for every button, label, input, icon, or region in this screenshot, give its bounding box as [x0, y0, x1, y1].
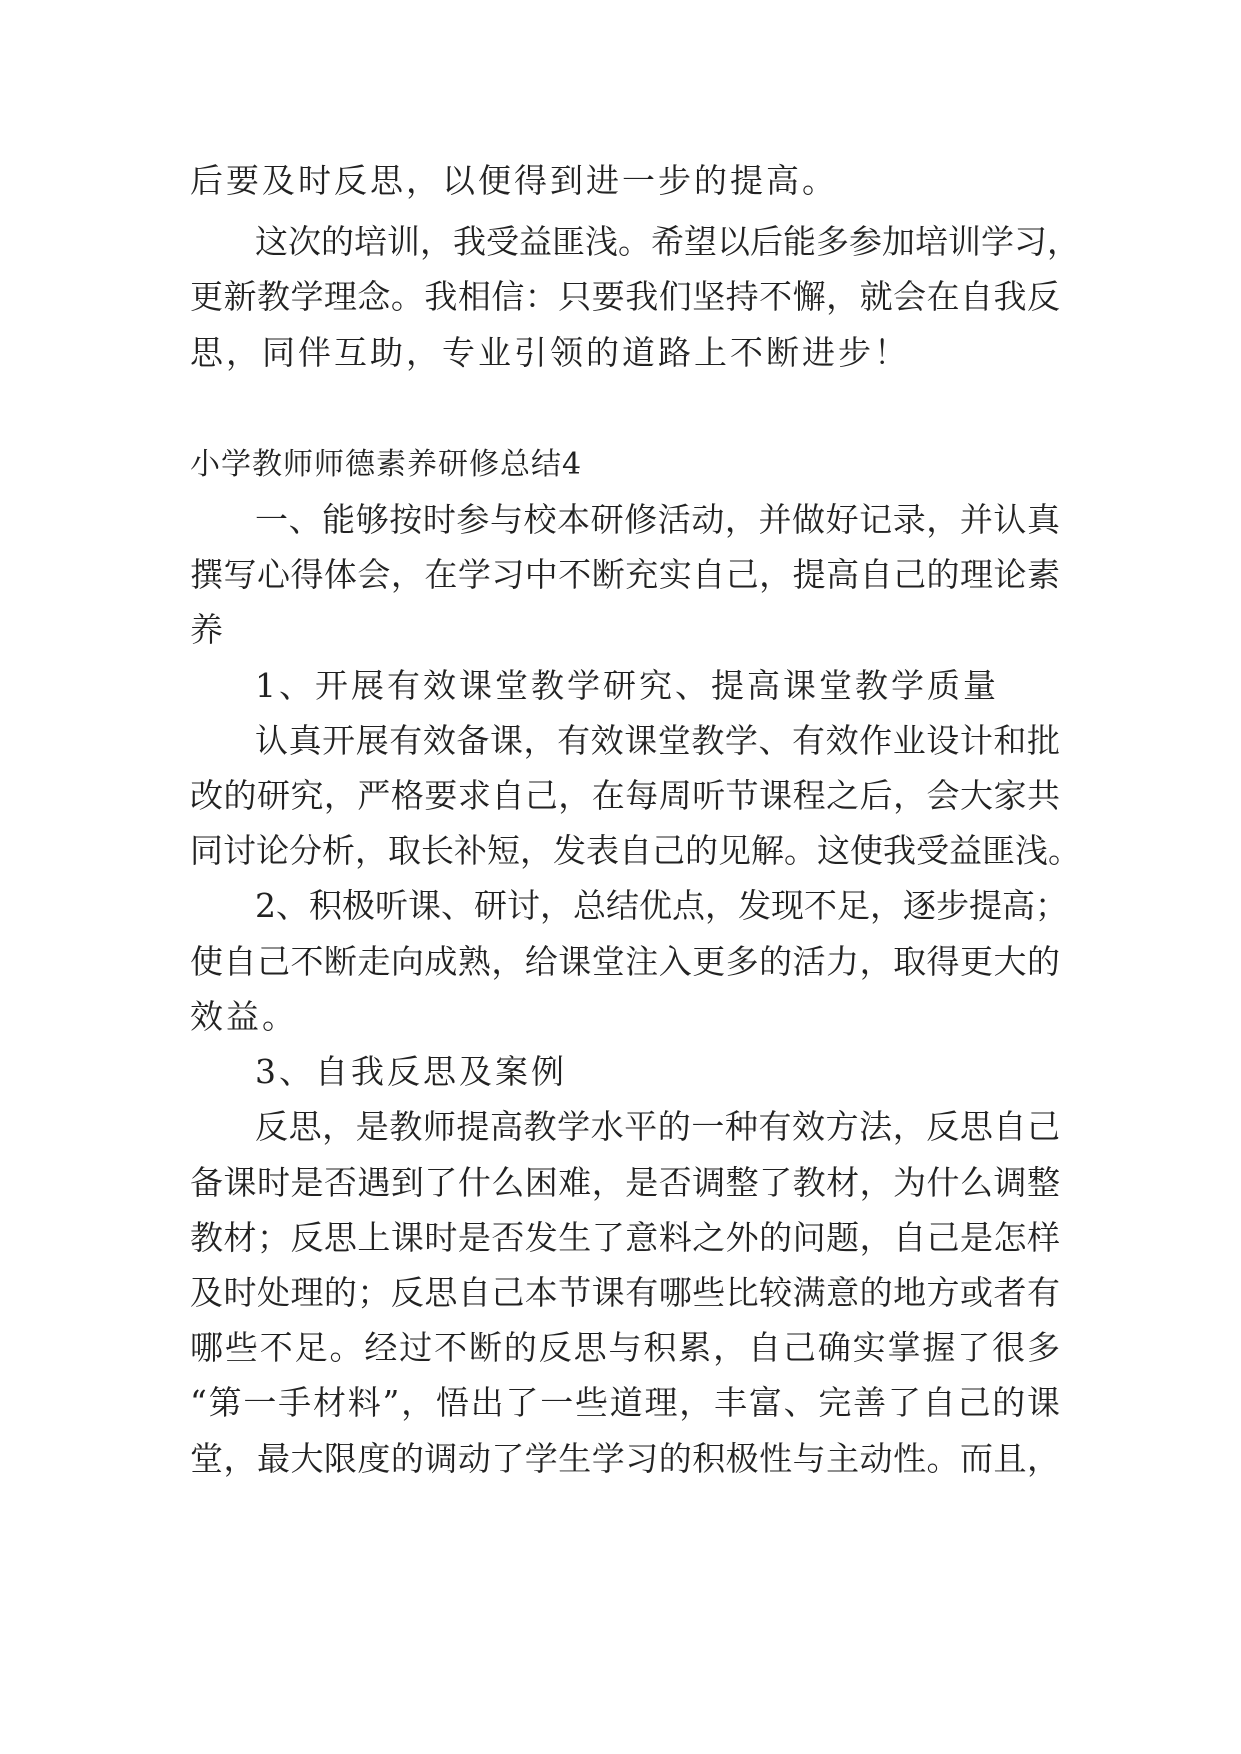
text-line: 及时处理的；反思自己本节课有哪些比较满意的地方或者有 [190, 1273, 1060, 1312]
text-line: 改的研究，严格要求自己，在每周听节课程之后，会大家共 [190, 776, 1060, 815]
text-line: 教材；反思上课时是否发生了意料之外的问题，自己是怎样 [190, 1218, 1060, 1257]
text-line: 反思，是教师提高教学水平的一种有效方法，反思自己 [255, 1107, 1060, 1146]
text-line: 更新教学理念。我相信：只要我们坚持不懈，就会在自我反 [190, 277, 1060, 316]
text-line: 3、自我反思及案例 [255, 1052, 567, 1091]
text-line: 备课时是否遇到了什么困难，是否调整了教材，为什么调整 [190, 1163, 1060, 1202]
text-line: 同讨论分析，取长补短，发表自己的见解。这使我受益匪浅。 [190, 831, 1081, 870]
text-line: 使自己不断走向成熟，给课堂注入更多的活力，取得更大的 [190, 942, 1060, 981]
text-line: 认真开展有效备课，有效课堂教学、有效作业设计和批 [255, 721, 1060, 760]
text-line: 后要及时反思，以便得到进一步的提高。 [190, 161, 838, 200]
text-line: 效益。 [190, 997, 298, 1036]
text-line: 撰写心得体会，在学习中不断充实自己，提高自己的理论素 [190, 555, 1060, 594]
text-line: “第一手材料”，悟出了一些道理，丰富、完善了自己的课 [190, 1383, 1060, 1422]
text-line: 堂，最大限度的调动了学生学习的积极性与主动性。而且， [190, 1439, 1060, 1478]
section-heading: 小学教师师德素养研修总结4 [190, 447, 583, 482]
text-line: 思，同伴互助，专业引领的道路上不断进步！ [190, 333, 910, 372]
text-line: 哪些不足。经过不断的反思与积累，自己确实掌握了很多 [190, 1328, 1060, 1367]
text-line: 一、能够按时参与校本研修活动，并做好记录，并认真 [255, 500, 1060, 539]
text-line: 1、开展有效课堂教学研究、提高课堂教学质量 [255, 666, 999, 705]
text-line: 2、积极听课、研讨，总结优点，发现不足，逐步提高； [255, 886, 1068, 925]
text-line: 这次的培训，我受益匪浅。希望以后能多参加培训学习， [255, 222, 1080, 261]
text-line: 养 [190, 610, 226, 649]
